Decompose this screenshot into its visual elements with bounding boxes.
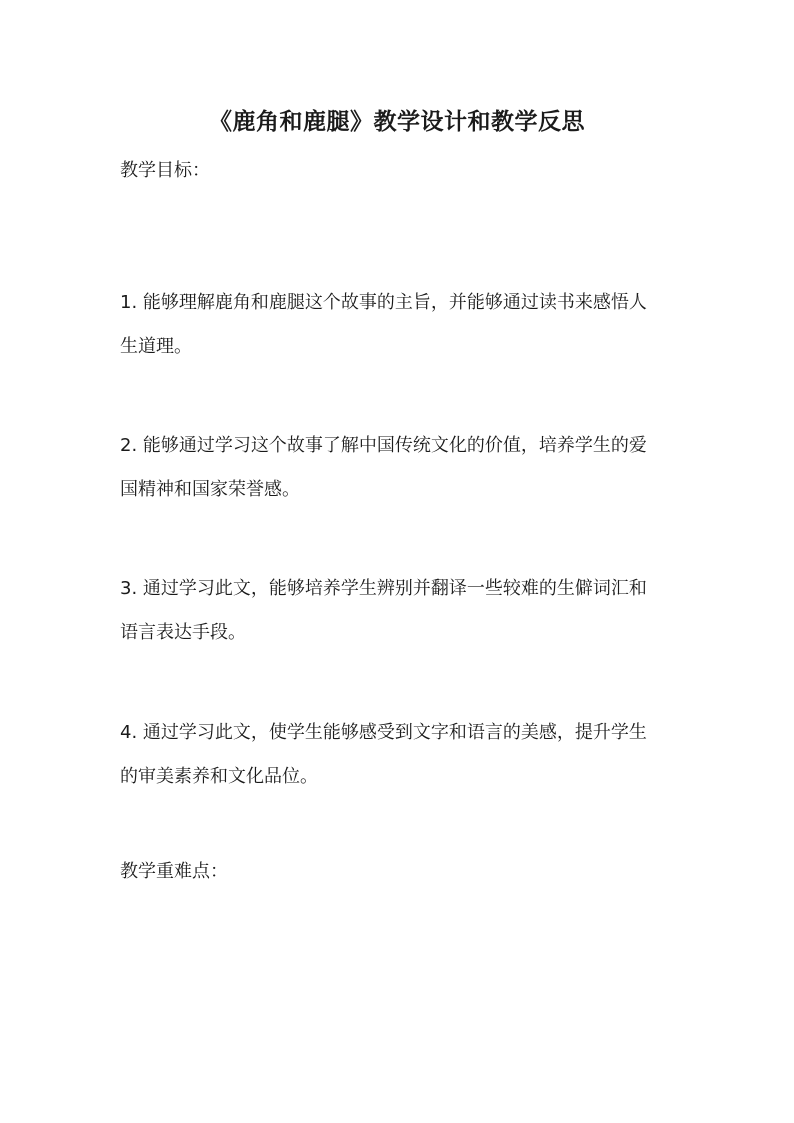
objective-line: 3. 通过学习此文，能够培养学生辨别并翻译一些较难的生僻词汇和: [120, 578, 647, 599]
key-points-heading: 教学重难点：: [120, 861, 228, 882]
objective-item-1: [120, 281, 680, 369]
objective-item-2: [120, 424, 680, 512]
objective-line: 4. 通过学习此文，使学生能够感受到文字和语言的美感，提升学生: [120, 722, 647, 743]
objective-line: 语言表达手段。: [120, 622, 246, 643]
objective-item-3: [120, 567, 680, 655]
objective-line: 1. 能够理解鹿角和鹿腿这个故事的主旨，并能够通过读书来感悟人: [120, 292, 647, 313]
objectives-heading: 教学目标：: [120, 160, 210, 181]
objective-line: 2. 能够通过学习这个故事了解中国传统文化的价值，培养学生的爱: [120, 435, 647, 456]
objective-line: 生道理。: [120, 336, 192, 357]
objective-item-4: [120, 711, 680, 799]
objective-line: 的审美素养和文化品位。: [120, 766, 318, 787]
document-title: 《鹿角和鹿腿》教学设计和教学反思: [209, 109, 585, 135]
objective-line: 国精神和国家荣誉感。: [120, 479, 300, 500]
